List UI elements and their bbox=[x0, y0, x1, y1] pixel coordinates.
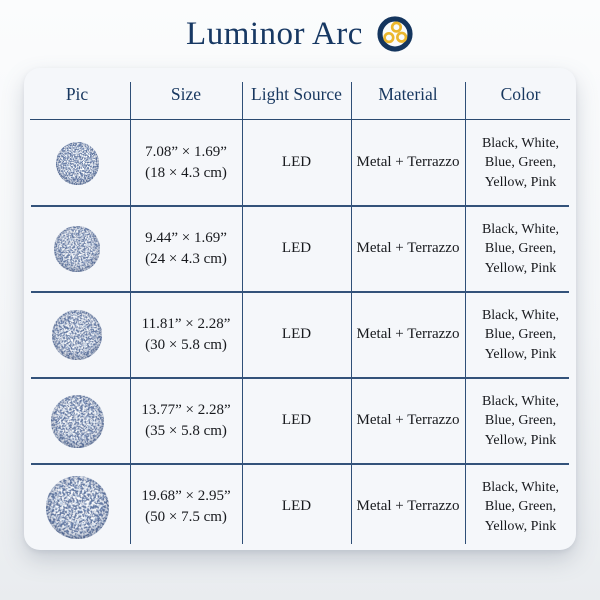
light-source-cell: LED bbox=[281, 240, 312, 257]
product-photo-terrazzo-disc bbox=[51, 395, 104, 448]
size-centimeters: (35 × 5.8 cm) bbox=[145, 423, 227, 439]
table-row bbox=[24, 120, 576, 206]
column-divider bbox=[130, 82, 131, 544]
size-cell bbox=[130, 120, 242, 206]
table-row bbox=[24, 378, 576, 464]
row-divider bbox=[31, 377, 569, 378]
pic-cell bbox=[24, 206, 130, 292]
size-inches: 13.77” × 2.28” bbox=[141, 401, 231, 418]
size-centimeters: (24 × 4.3 cm) bbox=[145, 251, 227, 267]
color-cell: Black, White, Blue, Green, Yellow, Pink bbox=[481, 308, 560, 362]
material-cell: Metal + Terrazzo bbox=[356, 240, 460, 257]
size-centimeters: (30 × 5.8 cm) bbox=[145, 337, 227, 353]
product-photo-terrazzo-disc bbox=[56, 142, 99, 185]
column-header-light-source: Light Source bbox=[251, 83, 342, 104]
column-header-pic: Pic bbox=[65, 83, 89, 104]
size-inches: 7.08” × 1.69” bbox=[145, 143, 227, 160]
row-divider bbox=[31, 463, 569, 464]
material-cell: Metal + Terrazzo bbox=[356, 412, 460, 429]
size-centimeters: (18 × 4.3 cm) bbox=[145, 165, 227, 181]
spec-table-card bbox=[24, 68, 576, 550]
column-divider bbox=[242, 82, 243, 544]
pic-cell bbox=[24, 292, 130, 378]
row-divider bbox=[31, 291, 569, 292]
pic-cell bbox=[24, 120, 130, 206]
material-cell: Metal + Terrazzo bbox=[356, 326, 460, 343]
color-cell: Black, White, Blue, Green, Yellow, Pink bbox=[481, 222, 560, 276]
row-divider bbox=[31, 205, 569, 206]
size-inches: 19.68” × 2.95” bbox=[141, 487, 231, 504]
pic-cell bbox=[24, 464, 130, 550]
column-divider bbox=[351, 82, 352, 544]
brand-logo-icon bbox=[376, 15, 414, 53]
table-row bbox=[24, 206, 576, 292]
color-cell: Black, White, Blue, Green, Yellow, Pink bbox=[481, 480, 560, 534]
color-cell: Black, White, Blue, Green, Yellow, Pink bbox=[481, 136, 560, 190]
light-source-cell: LED bbox=[281, 412, 312, 429]
light-source-cell: LED bbox=[281, 154, 312, 171]
table-header-row bbox=[24, 68, 576, 120]
product-photo-terrazzo-disc bbox=[46, 476, 109, 539]
column-header-size: Size bbox=[170, 83, 202, 104]
brand-title: Luminor Arc bbox=[186, 15, 363, 52]
table-row bbox=[24, 292, 576, 378]
column-header-material: Material bbox=[378, 83, 438, 104]
table-body bbox=[24, 120, 576, 550]
product-photo-terrazzo-disc bbox=[52, 310, 102, 360]
size-centimeters: (50 × 7.5 cm) bbox=[145, 509, 227, 525]
pic-cell bbox=[24, 378, 130, 464]
light-source-cell: LED bbox=[281, 498, 312, 515]
table-row bbox=[24, 464, 576, 550]
column-header-color: Color bbox=[500, 83, 541, 104]
brand-header bbox=[0, 0, 600, 68]
size-cell bbox=[130, 378, 242, 464]
product-photo-terrazzo-disc bbox=[54, 226, 100, 272]
light-source-cell: LED bbox=[281, 326, 312, 343]
material-cell: Metal + Terrazzo bbox=[356, 154, 460, 171]
size-cell bbox=[130, 292, 242, 378]
color-cell: Black, White, Blue, Green, Yellow, Pink bbox=[481, 394, 560, 448]
column-divider bbox=[465, 82, 466, 544]
size-inches: 9.44” × 1.69” bbox=[145, 229, 227, 246]
size-inches: 11.81” × 2.28” bbox=[141, 315, 231, 332]
material-cell: Metal + Terrazzo bbox=[356, 498, 460, 515]
size-cell bbox=[130, 206, 242, 292]
size-cell bbox=[130, 464, 242, 550]
header-divider bbox=[30, 119, 570, 121]
